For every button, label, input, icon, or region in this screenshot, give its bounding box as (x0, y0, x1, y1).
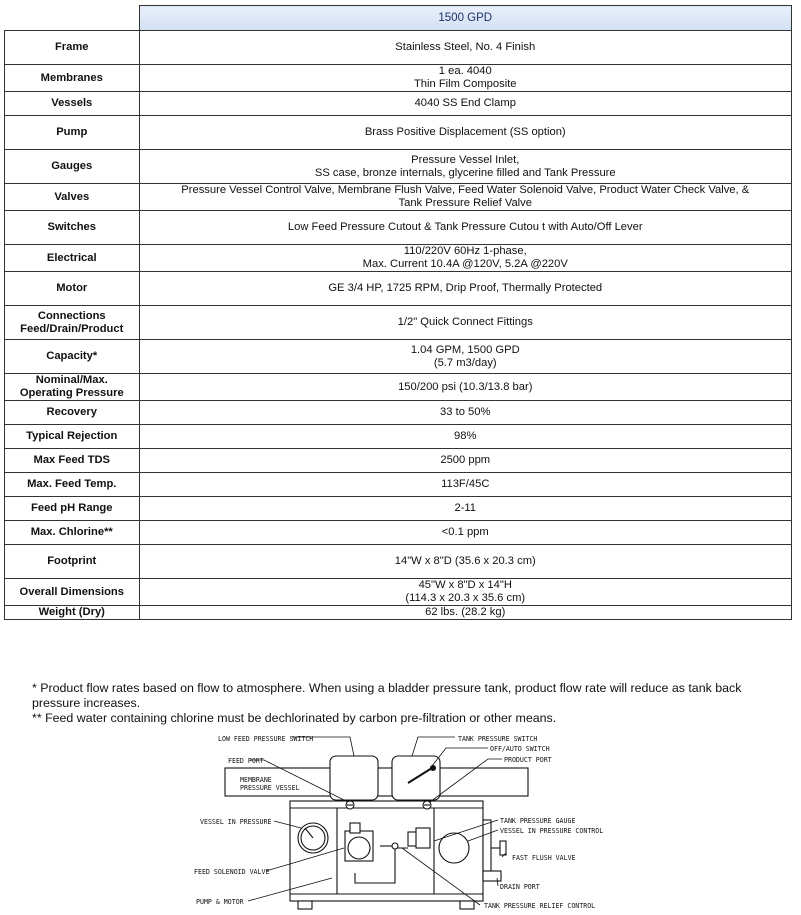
spec-value: 113F/45C (139, 473, 792, 497)
table-row (5, 374, 792, 401)
spec-label: Max. Chlorine** (5, 521, 140, 545)
spec-value: 110/220V 60Hz 1-phase, Max. Current 10.4A @120V, 5.2A @220V (139, 245, 792, 272)
spec-label: Connections Feed/Drain/Product (5, 306, 140, 340)
spec-label: Membranes (5, 65, 140, 92)
spec-label: Max Feed TDS (5, 449, 140, 473)
spec-label: Footprint (5, 545, 140, 579)
label-drain-port: DRAIN PORT (500, 883, 540, 891)
table-row (5, 497, 792, 521)
spec-value: 1/2" Quick Connect Fittings (139, 306, 792, 340)
table-row (5, 65, 792, 92)
spec-value: <0.1 ppm (139, 521, 792, 545)
spec-value: 150/200 psi (10.3/13.8 bar) (139, 374, 792, 401)
table-row (5, 272, 792, 306)
table-row (5, 425, 792, 449)
table-row (5, 150, 792, 184)
header-blank-cell (5, 6, 140, 31)
spec-value: 1 ea. 4040 Thin Film Composite (139, 65, 792, 92)
label-tank-pressure-switch: TANK PRESSURE SWITCH (458, 735, 538, 743)
spec-label: Overall Dimensions (5, 579, 140, 606)
spec-value: 45"W x 8"D x 14"H (114.3 x 20.3 x 35.6 cm) (139, 579, 792, 606)
spec-label: Typical Rejection (5, 425, 140, 449)
spec-label: Vessels (5, 92, 140, 116)
low-feed-switch-box (330, 756, 378, 800)
spec-value: Brass Positive Displacement (SS option) (139, 116, 792, 150)
spec-label: Motor (5, 272, 140, 306)
spec-label: Weight (Dry) (5, 606, 140, 620)
label-off-auto-switch: OFF/AUTO SWITCH (490, 745, 550, 753)
spec-label: Gauges (5, 150, 140, 184)
footnote-chlorine: ** Feed water containing chlorine must be dechlorinated by carbon pre-filtration or other means. (32, 711, 557, 725)
table-row (5, 545, 792, 579)
spec-label: Recovery (5, 401, 140, 425)
spec-label: Switches (5, 211, 140, 245)
footnote-flow-rate: * Product flow rates based on flow to atmosphere. When using a bladder pressure tank, product flow rate will reduce as tank back pressure increases. (32, 681, 742, 710)
table-row (5, 211, 792, 245)
label-tank-pressure-gauge: TANK PRESSURE GAUGE (500, 817, 576, 825)
table-row (5, 92, 792, 116)
spec-label: Max. Feed Temp. (5, 473, 140, 497)
label-vessel-in-pressure-control: VESSEL IN PRESSURE CONTROL (500, 827, 604, 835)
label-pump-motor: PUMP & MOTOR (196, 898, 244, 906)
spec-value: Pressure Vessel Control Valve, Membrane Flush Valve, Feed Water Solenoid Valve, Product Water Check Valve, & Tank Pressure Relief Valve (139, 184, 792, 211)
table-row (5, 31, 792, 65)
table-row (5, 606, 792, 620)
label-pressure-vessel: PRESSURE VESSEL (240, 784, 300, 792)
spec-label: Frame (5, 31, 140, 65)
spec-value: 2500 ppm (139, 449, 792, 473)
table-row (5, 449, 792, 473)
spec-value: GE 3/4 HP, 1725 RPM, Drip Proof, Thermally Protected (139, 272, 792, 306)
table-row (5, 340, 792, 374)
label-feed-port: FEED PORT (228, 757, 264, 765)
table-row (5, 473, 792, 497)
spec-value: Low Feed Pressure Cutout & Tank Pressure Cutou t with Auto/Off Lever (139, 211, 792, 245)
table-row (5, 521, 792, 545)
spec-label: Electrical (5, 245, 140, 272)
footnotes (32, 681, 792, 726)
table-row (5, 116, 792, 150)
spec-value: 4040 SS End Clamp (139, 92, 792, 116)
label-vessel-in-pressure: VESSEL IN PRESSURE (200, 818, 272, 826)
spec-label: Valves (5, 184, 140, 211)
label-fast-flush-valve: FAST FLUSH VALVE (512, 854, 576, 862)
spec-value: 2-11 (139, 497, 792, 521)
system-diagram (0, 728, 801, 915)
label-product-port: PRODUCT PORT (504, 756, 552, 764)
label-membrane: MEMBRANE (240, 776, 272, 784)
spec-value: Pressure Vessel Inlet, SS case, bronze internals, glycerine filled and Tank Pressure (139, 150, 792, 184)
spec-label: Capacity* (5, 340, 140, 374)
table-row (5, 306, 792, 340)
label-tank-pressure-relief-control: TANK PRESSURE RELIEF CONTROL (484, 902, 596, 910)
table-row (5, 401, 792, 425)
model-header: 1500 GPD (139, 6, 792, 31)
spec-value: Stainless Steel, No. 4 Finish (139, 31, 792, 65)
spec-value: 62 lbs. (28.2 kg) (139, 606, 792, 620)
spec-value: 14"W x 8"D (35.6 x 20.3 cm) (139, 545, 792, 579)
spec-label: Nominal/Max. Operating Pressure (5, 374, 140, 401)
spec-label: Pump (5, 116, 140, 150)
table-row (5, 245, 792, 272)
label-low-feed-pressure-switch: LOW FEED PRESSURE SWITCH (218, 735, 314, 743)
table-row (5, 579, 792, 606)
spec-value: 98% (139, 425, 792, 449)
table-header-row (5, 6, 792, 31)
table-row (5, 184, 792, 211)
spec-table (4, 5, 792, 620)
spec-value: 33 to 50% (139, 401, 792, 425)
spec-label: Feed pH Range (5, 497, 140, 521)
spec-value: 1.04 GPM, 1500 GPD (5.7 m3/day) (139, 340, 792, 374)
label-feed-solenoid-valve: FEED SOLENOID VALVE (194, 868, 270, 876)
